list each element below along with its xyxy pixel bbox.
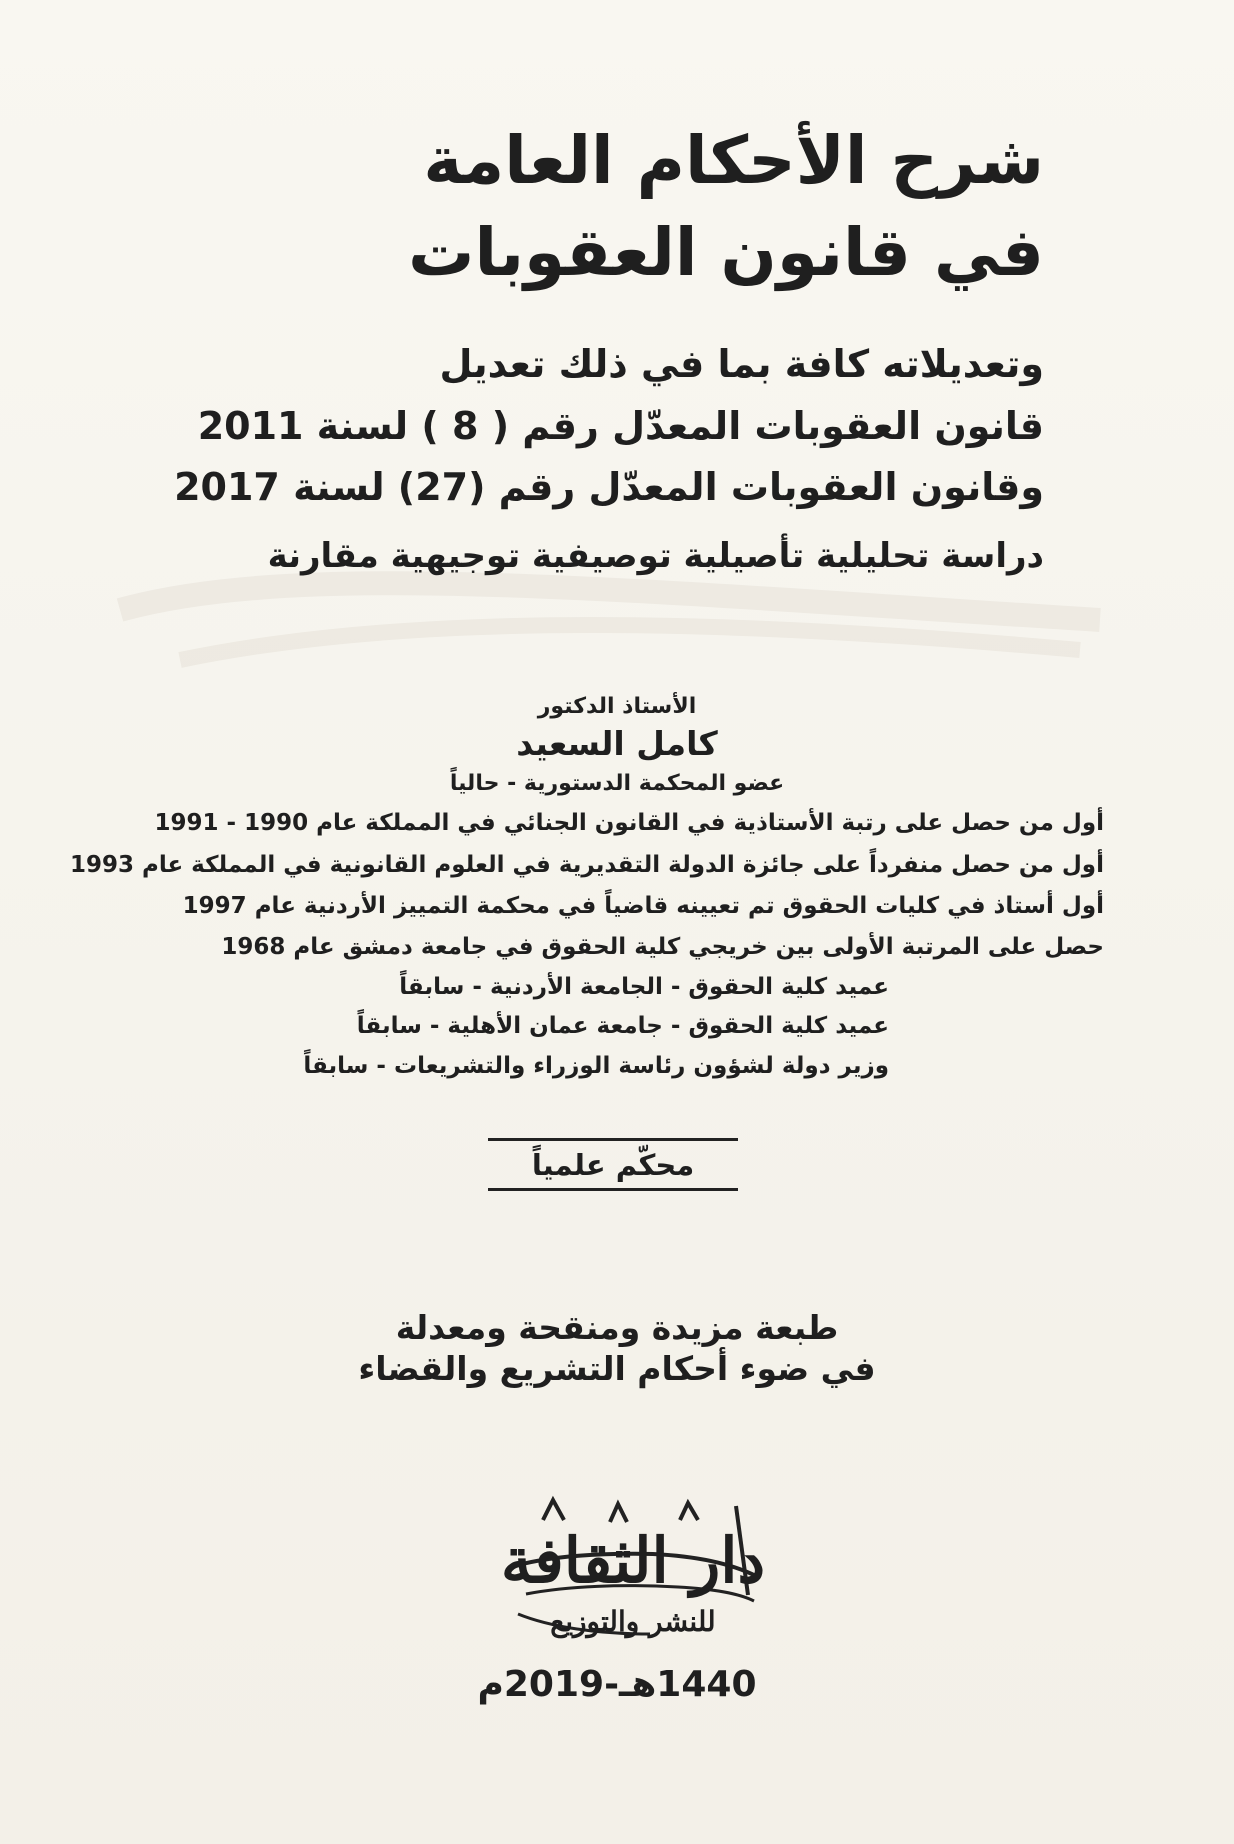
book-title-line-2: في قانون العقوبات: [408, 214, 1044, 291]
book-title-line-1: شرح الأحكام العامة: [423, 122, 1044, 199]
credential-line: أول أستاذ في كليات الحقوق تم تعيينه قاضياً في محكمة التمييز الأردنية عام 1997: [182, 893, 1104, 919]
study-type: دراسة تحليلية تأصيلية توصيفية توجيهية مقارنة: [267, 536, 1044, 576]
peer-review-badge: [488, 1138, 738, 1191]
edition-line-1: طبعة مزيدة ومنقحة ومعدلة: [395, 1308, 839, 1347]
book-subtitle-line-2: قانون العقوبات المعدّل رقم ( 8 ) لسنة 2011: [197, 404, 1044, 448]
peer-review-label: محكّم علمياً: [531, 1147, 695, 1182]
publisher-name: دار الثقافة: [500, 1524, 766, 1597]
author-label: الأستاذ الدكتور: [537, 694, 697, 719]
credential-line: أول من حصل منفرداً على جائزة الدولة التقديرية في العلوم القانونية في المملكة عام 1993: [69, 852, 1104, 878]
book-subtitle-line-1: وتعديلاته كافة بما في ذلك تعديل: [439, 342, 1044, 386]
edition-line-2: في ضوء أحكام التشريع والقضاء: [358, 1349, 876, 1388]
author-name: كامل السعيد: [516, 724, 718, 763]
publication-date: 1440هـ-2019م: [477, 1664, 757, 1705]
credential-line: عميد كلية الحقوق - جامعة عمان الأهلية - سابقاً: [356, 1013, 889, 1039]
credential-line: عميد كلية الحقوق - الجامعة الأردنية - سابقاً: [399, 974, 889, 1000]
book-subtitle-line-3: وقانون العقوبات المعدّل رقم (27) لسنة 2017: [174, 465, 1044, 509]
credential-line: وزير دولة لشؤون رئاسة الوزراء والتشريعات - سابقاً: [303, 1053, 889, 1079]
publisher-logo: [498, 1490, 768, 1665]
credential-line: حصل على المرتبة الأولى بين خريجي كلية الحقوق في جامعة دمشق عام 1968: [221, 934, 1104, 960]
credential-line: أول من حصل على رتبة الأستاذية في القانون الجنائي في المملكة عام 1990 - 1991: [154, 810, 1104, 836]
author-role: عضو المحكمة الدستورية - حالياً: [449, 771, 785, 796]
publisher-tagline: للنشر والتوزيع: [550, 1605, 716, 1638]
